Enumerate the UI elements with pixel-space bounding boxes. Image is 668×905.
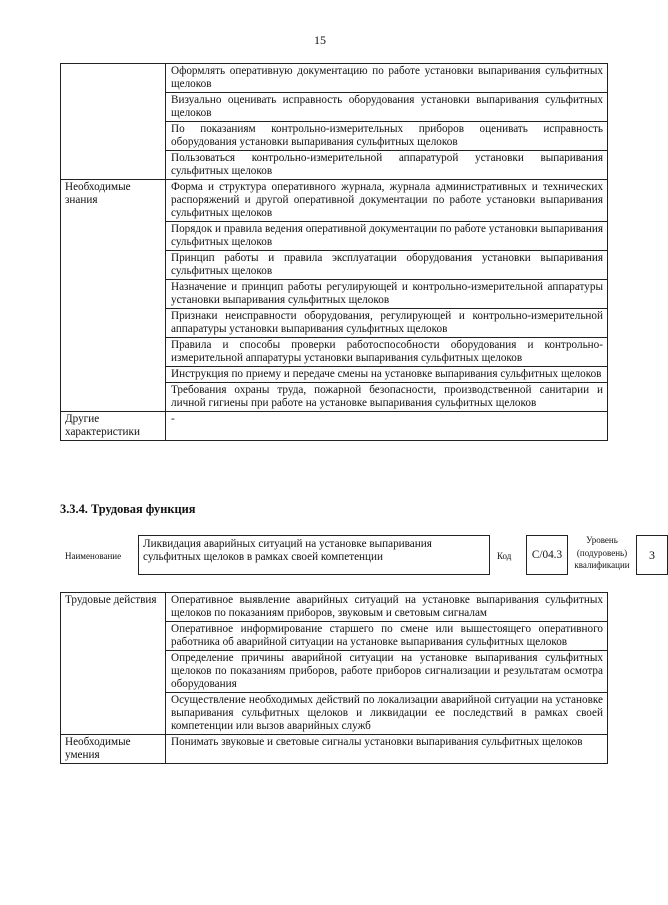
row-label: Необходимые знания: [61, 180, 166, 412]
list-item: Требования охраны труда, пожарной безопасности, производственной санитарии и личной гигиены при работе на установке выпаривания сульфитных щелоков: [166, 383, 608, 412]
list-item: Пользоваться контрольно-измерительной аппаратурой установки выпаривания сульфитных щелоков: [166, 151, 608, 180]
name-label: Наименование: [65, 551, 122, 561]
table-row: [61, 64, 608, 93]
list-item: Оформлять оперативную документацию по работе установки выпаривания сульфитных щелоков: [166, 64, 608, 93]
row-label: Другие характеристики: [61, 412, 166, 441]
list-item: Оперативное выявление аварийных ситуаций на установке выпаривания сульфитных щелоков по показаниям приборов, звуковым и световым сигналам: [166, 593, 608, 622]
list-item: Понимать звуковые и световые сигналы установки выпаривания сульфитных щелоков: [166, 735, 608, 764]
list-item: Правила и способы проверки работоспособности оборудования и контрольно-измерительной аппаратуры установки выпаривания сульфитных щелоков: [166, 338, 608, 367]
skills-knowledge-table: [60, 63, 608, 441]
list-item: Визуально оценивать исправность оборудования установки выпаривания сульфитных щелоков: [166, 93, 608, 122]
row-label: [61, 64, 166, 180]
row-label: Необходимые умения: [61, 735, 166, 764]
list-item: Признаки неисправности оборудования, регулирующей и контрольно-измерительной аппаратуры установки выпаривания сульфитных щелоков: [166, 309, 608, 338]
table-row: [61, 735, 608, 764]
function-name: Ликвидация аварийных ситуаций на установке выпаривания сульфитных щелоков в рамках своей компетенции: [138, 535, 490, 575]
list-item: Порядок и правила ведения оперативной документации по работе установки выпаривания сульфитных щелоков: [166, 222, 608, 251]
level-label: Уровень (подуровень) квалификации: [574, 535, 630, 570]
row-label: Трудовые действия: [61, 593, 166, 735]
list-item: Осуществление необходимых действий по локализации аварийной ситуации на установке выпаривания сульфитных щелоков и ликвидации ее последствий в рамках своей компетенции или вызов аварийных служб: [166, 693, 608, 735]
table-row: [61, 180, 608, 222]
table-row: [61, 593, 608, 622]
code-label: Код: [497, 551, 512, 561]
list-item: По показаниям контрольно-измерительных приборов оценивать исправность оборудования установки выпаривания сульфитных щелоков: [166, 122, 608, 151]
function-code: C/04.3: [526, 535, 568, 575]
list-item: -: [166, 412, 608, 441]
list-item: Принцип работы и правила эксплуатации оборудования установки выпаривания сульфитных щелоков: [166, 251, 608, 280]
list-item: Определение причины аварийной ситуации на установке выпаривания сульфитных щелоков по показаниям приборов, работе приборов сигнализации и результатам осмотра оборудования: [166, 651, 608, 693]
qualification-level: 3: [636, 535, 668, 575]
list-item: Инструкция по приему и передаче смены на установке выпаривания сульфитных щелоков: [166, 367, 608, 383]
section-heading: 3.3.4. Трудовая функция: [60, 502, 196, 516]
labor-actions-table: [60, 592, 608, 764]
table-row: [61, 412, 608, 441]
function-header: [60, 532, 655, 576]
list-item: Форма и структура оперативного журнала, журнала административных и технических распоряжений и другой оперативной документации по работе установки выпаривания сульфитных щелоков: [166, 180, 608, 222]
list-item: Оперативное информирование старшего по смене или вышестоящего оперативного работника об аварийной ситуации на установке выпаривания сульфитных щелоков: [166, 622, 608, 651]
page-number: 15: [314, 33, 326, 47]
list-item: Назначение и принцип работы регулирующей и контрольно-измерительной аппаратуры установки выпаривания сульфитных щелоков: [166, 280, 608, 309]
